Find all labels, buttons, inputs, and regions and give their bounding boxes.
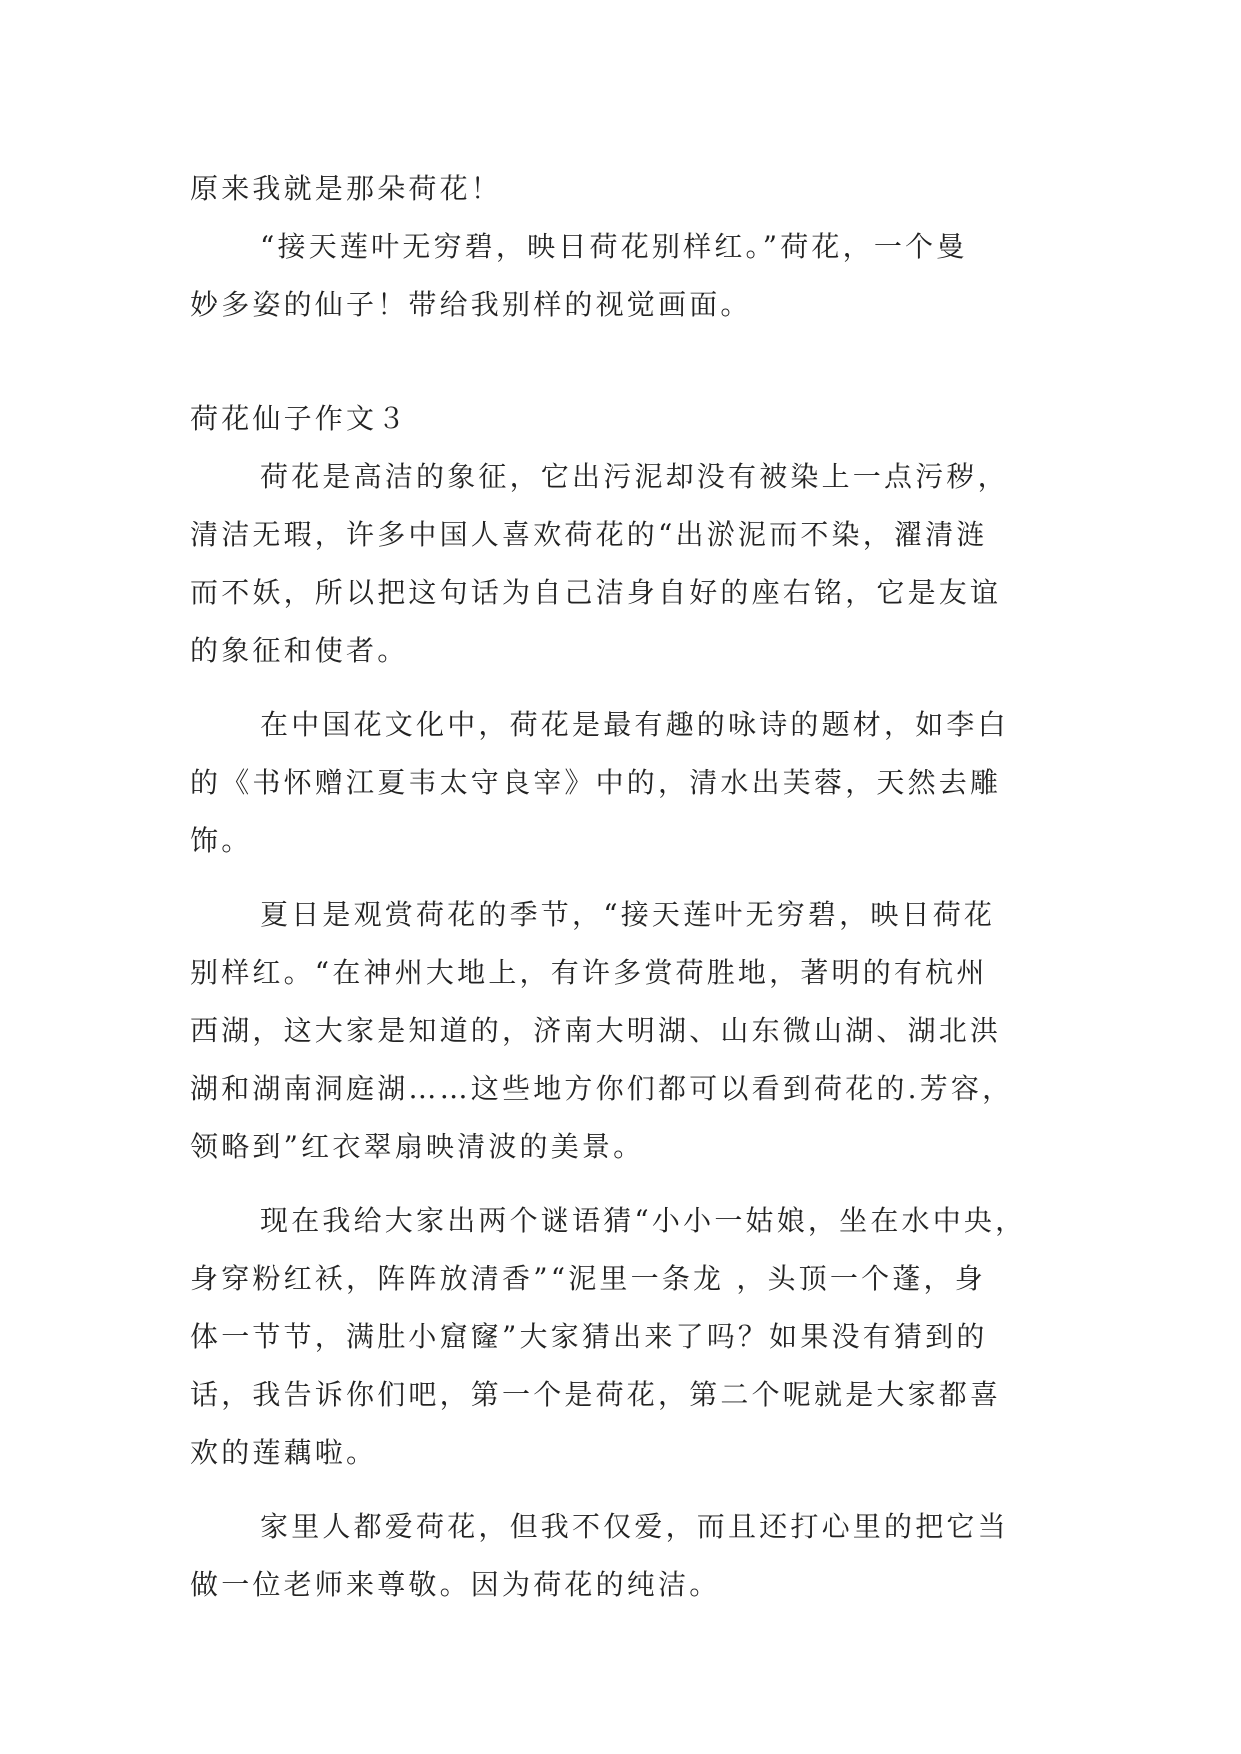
paragraph-line: 现在我给大家出两个谜语猜“小小一姑娘，坐在水中央， <box>260 1204 1027 1237</box>
paragraph-line: 夏日是观赏荷花的季节，“接天莲叶无穷碧，映日荷花 <box>260 898 996 931</box>
paragraph-5 <box>190 1498 1050 1614</box>
paragraph-line: 饰。 <box>190 824 253 857</box>
paragraph-line: 领略到”红衣翠扇映清波的美景。 <box>190 1130 645 1163</box>
paragraph-line: 清洁无瑕，许多中国人喜欢荷花的“出淤泥而不染，濯清涟 <box>190 518 988 551</box>
section-title: 荷花仙子作文３ <box>190 402 409 435</box>
paragraph-line: 的象征和使者。 <box>190 634 409 667</box>
paragraph-2 <box>190 696 1050 870</box>
paragraph-4 <box>190 1192 1050 1482</box>
paragraph-gap <box>190 1176 1050 1192</box>
paragraph-gap <box>190 870 1050 886</box>
paragraph-line: 荷花是高洁的象征，它出污泥却没有被染上一点污秽， <box>260 460 1009 493</box>
section-gap <box>190 334 1050 390</box>
paragraph-line: 湖和湖南洞庭湖……这些地方你们都可以看到荷花的.芳容， <box>190 1072 1014 1105</box>
intro-line: 原来我就是那朵荷花！ <box>190 172 503 205</box>
paragraph-3 <box>190 886 1050 1176</box>
paragraph-line: 在中国花文化中，荷花是最有趣的咏诗的题材，如李白 <box>260 708 1009 741</box>
paragraph-line: 而不妖，所以把这句话为自己洁身自好的座右铭，它是友谊 <box>190 576 1002 609</box>
paragraph-1 <box>190 448 1050 680</box>
paragraph-line: 别样红。“在神州大地上，有许多赏荷胜地，著明的有杭州 <box>190 956 988 989</box>
paragraph-line: 家里人都爱荷花，但我不仅爱，而且还打心里的把它当 <box>260 1510 1009 1543</box>
paragraph-gap <box>190 1482 1050 1498</box>
paragraph-line: 欢的莲藕啦。 <box>190 1436 378 1469</box>
intro-line: 妙多姿的仙子！带给我别样的视觉画面。 <box>190 288 752 321</box>
paragraph-line: 做一位老师来尊敬。因为荷花的纯洁。 <box>190 1568 721 1601</box>
paragraph-line: 的《书怀赠江夏韦太守良宰》中的，清水出芙蓉，天然去雕 <box>190 766 1002 799</box>
paragraph-line: 身穿粉红袄，阵阵放清香”“泥里一条龙 ，头顶一个蓬，身 <box>190 1262 986 1295</box>
paragraph-line: 体一节节，满肚小窟窿”大家猜出来了吗？如果没有猜到的 <box>190 1320 988 1353</box>
paragraph-gap <box>190 680 1050 696</box>
paragraph-line: 西湖，这大家是知道的，济南大明湖、山东微山湖、湖北洪 <box>190 1014 1002 1047</box>
document-page <box>190 160 1050 1614</box>
intro-line: “接天莲叶无穷碧，映日荷花别样红。”荷花，一个曼 <box>260 230 968 263</box>
paragraph-line: 话，我告诉你们吧，第一个是荷花，第二个呢就是大家都喜 <box>190 1378 1002 1411</box>
